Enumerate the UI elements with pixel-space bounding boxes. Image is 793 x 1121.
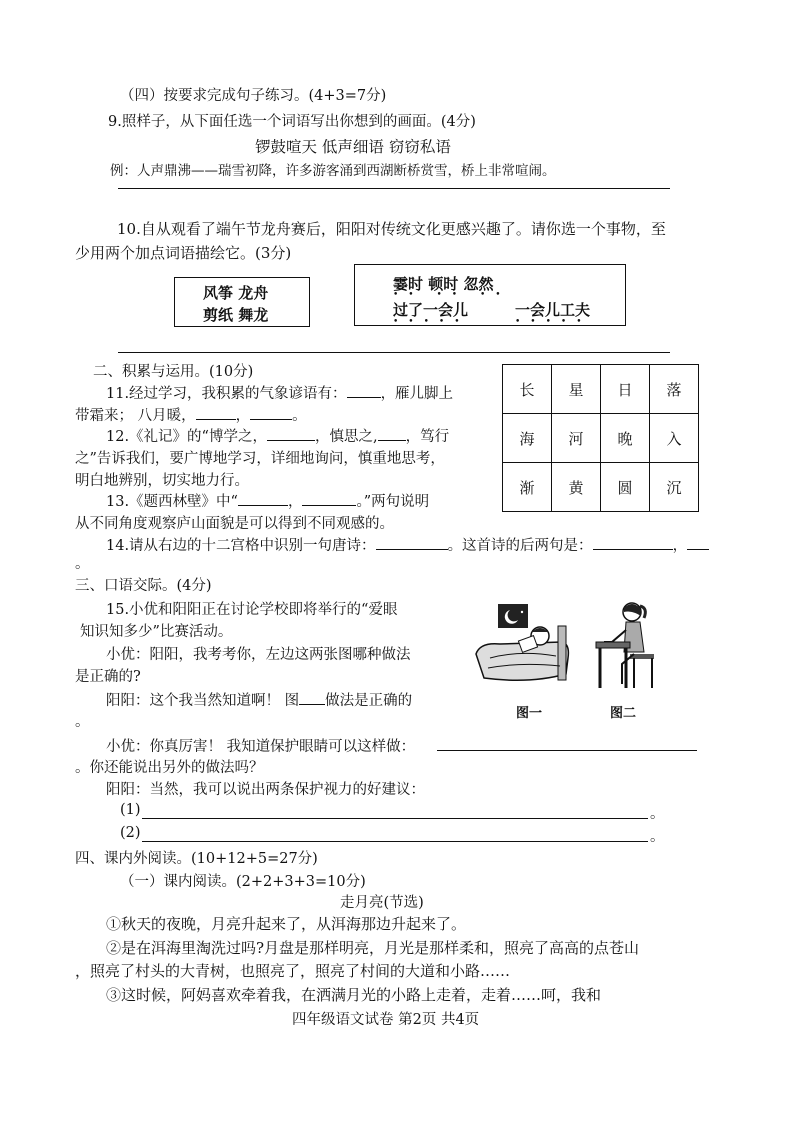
grid-cell: 沉 <box>650 463 699 512</box>
suggestion-2-input[interactable] <box>142 841 648 842</box>
question-9-words: 锣鼓喧天 低声细语 窃窃私语 <box>255 138 451 156</box>
suggestion-2-label: (2) <box>120 825 141 841</box>
q11-blank-2[interactable] <box>196 405 236 420</box>
q12-text-a: 12.《礼记》的“博学之， <box>106 429 267 445</box>
q12-text-c: ，笃行 <box>405 429 450 445</box>
passage-title: 走月亮(节选) <box>340 895 424 911</box>
suggestion-1-input[interactable] <box>142 818 648 819</box>
q12-text-b: ，慎思之, <box>314 429 378 445</box>
suggestion-2-end: 。 <box>650 829 665 845</box>
figure-2-label: 图二 <box>610 706 637 721</box>
q12-blank-2[interactable] <box>378 426 406 441</box>
question-15-line2: 知识知多少”比赛活动。 <box>80 624 233 640</box>
yang1-blank[interactable] <box>299 690 325 705</box>
question-12-line2: 之”告诉我们，要广博地学习，详细地询问，慎重地思考， <box>75 451 445 467</box>
q13-text-b: ， <box>287 494 303 510</box>
page-footer: 四年级语文试卷 第2页 共4页 <box>292 1012 480 1028</box>
question-9-example: 例：人声鼎沸——瑞雪初降，许多游客涌到西湖断桥赏雪，桥上非常喧闹。 <box>110 163 556 179</box>
q14-blank-3[interactable] <box>687 535 709 550</box>
answer-line-q9[interactable] <box>118 188 670 189</box>
dialogue-you-2: 小优：你真厉害！ 我知道保护眼睛可以这样做： <box>106 739 416 755</box>
q13-text-c: 。”两句说明 <box>356 494 430 510</box>
q14-text-c: ， <box>672 538 688 554</box>
grid-cell: 圆 <box>601 463 650 512</box>
suggestion-1-label: (1) <box>120 802 141 818</box>
figure-1-bed-reading <box>470 598 576 690</box>
passage-paragraph-1: ①秋天的夜晚，月亮升起来了，从洱海那边升起来了。 <box>106 915 467 933</box>
answer-line-q10[interactable] <box>118 352 670 353</box>
grid-cell: 日 <box>601 365 650 414</box>
q11-text-e: 。 <box>292 408 307 424</box>
answer-line-you2[interactable] <box>437 750 697 751</box>
q14-text-a: 14.请从右边的十二宫格中识别一句唐诗： <box>106 538 376 554</box>
question-10-line2: 少用两个加点词语描绘它。(3分) <box>75 244 292 262</box>
q13-blank-1[interactable] <box>238 491 288 506</box>
emphasis-dots-c: •• •• •• <box>393 290 511 300</box>
question-12-line3: 明白地辨别，切实地力行。 <box>75 473 249 489</box>
emphasis-dots-b: ••••• <box>515 317 592 327</box>
question-12-line1 <box>106 425 449 446</box>
question-14-end: 。 <box>75 556 90 572</box>
reading-subsection-1: （一）课内阅读。(2+2+3+3=10分) <box>120 874 366 890</box>
question-14 <box>106 534 709 555</box>
word-box-dotted-row1: 霎时 顿时 忽然 <box>393 275 494 293</box>
q13-text-a: 13.《题西林壁》中“ <box>106 494 238 510</box>
passage-paragraph-2a: ②是在洱海里淘洗过吗?月盘是那样明亮，月光是那样柔和，照亮了高高的点苍山 <box>106 939 640 957</box>
passage-paragraph-2b: ，照亮了村头的大青树，也照亮了，照亮了村间的大道和小路…… <box>75 962 511 980</box>
q11-text-a: 11.经过学习，我积累的气象谚语有： <box>106 386 347 402</box>
figure-1-label: 图一 <box>516 706 543 721</box>
question-13-line2: 从不同角度观察庐山面貌是可以得到不同观感的。 <box>75 516 394 532</box>
word-box-dotted-row2a: 过了一会儿 <box>393 301 469 319</box>
q11-text-c: 带霜来； 八月暖， <box>75 408 196 424</box>
grid-cell: 晚 <box>601 414 650 463</box>
dialogue-you-2-end: 。你还能说出另外的做法吗？ <box>75 760 264 776</box>
q11-blank-1[interactable] <box>347 383 381 398</box>
q11-blank-3[interactable] <box>250 405 292 420</box>
grid-cell: 星 <box>552 365 601 414</box>
grid-cell: 入 <box>650 414 699 463</box>
dialogue-yang-1-end: 。 <box>75 714 90 730</box>
dialogue-yang-1 <box>106 689 412 710</box>
dialogue-you-1b: 是正确的? <box>75 669 141 685</box>
q11-text-d: ， <box>235 408 251 424</box>
word-box-dotted-row2b: 一会儿工夫 <box>515 301 591 319</box>
dialogue-you-1a: 小优：阳阳，我考考你，左边这两张图哪种做法 <box>106 647 411 663</box>
grid-cell: 长 <box>503 365 552 414</box>
q14-blank-1[interactable] <box>376 535 448 550</box>
figure-2-desk-writing <box>594 598 666 692</box>
yang1-text-a: 阳阳：这个我当然知道啊！ 图 <box>106 693 300 709</box>
dialogue-yang-2: 阳阳：当然，我可以说出两条保护视力的好建议： <box>106 782 425 798</box>
grid-cell: 落 <box>650 365 699 414</box>
word-box-items-row2: 剪纸 舞龙 <box>203 306 269 324</box>
grid-cell: 河 <box>552 414 601 463</box>
section-three-heading: 三、口语交际。(4分) <box>75 578 212 594</box>
question-9-text: 9.照样子，从下面任选一个词语写出你想到的画面。(4分) <box>108 114 476 130</box>
grid-cell: 渐 <box>503 463 552 512</box>
question-11-line2 <box>75 404 307 425</box>
q13-blank-2[interactable] <box>302 491 356 506</box>
q11-text-b: ，雁儿脚上 <box>380 386 454 402</box>
emphasis-dots-a: ••••• <box>393 317 470 327</box>
section-four-heading: （四）按要求完成句子练习。(4+3=7分) <box>120 88 387 104</box>
grid-cell: 黄 <box>552 463 601 512</box>
question-10-line1: 10.自从观看了端午节龙舟赛后，阳阳对传统文化更感兴趣了。请你选一个事物，至 <box>117 220 666 238</box>
word-box-dotted <box>354 264 626 326</box>
suggestion-1-end: 。 <box>650 806 665 822</box>
passage-paragraph-3: ③这时候，阿妈喜欢牵着我，在洒满月光的小路上走着，走着……呵，我和 <box>106 986 602 1004</box>
question-15-line1: 15.小优和阳阳正在讨论学校即将举行的“爱眼 <box>106 602 398 618</box>
word-box-items <box>174 277 310 327</box>
section-four-reading-heading: 四、课内外阅读。(10+12+5=27分) <box>75 851 318 867</box>
q14-blank-2[interactable] <box>593 535 673 550</box>
q14-text-b: 。这首诗的后两句是： <box>447 538 593 554</box>
word-box-items-row1: 风筝 龙舟 <box>203 284 269 302</box>
q12-blank-1[interactable] <box>267 426 315 441</box>
question-13-line1 <box>106 490 429 511</box>
question-11-line1 <box>106 382 453 403</box>
yang1-text-b: 做法是正确的 <box>325 693 413 709</box>
twelve-character-grid <box>502 364 699 512</box>
grid-cell: 海 <box>503 414 552 463</box>
section-two-heading: 二、积累与运用。(10分) <box>93 364 254 380</box>
window-night-icon <box>498 604 528 628</box>
